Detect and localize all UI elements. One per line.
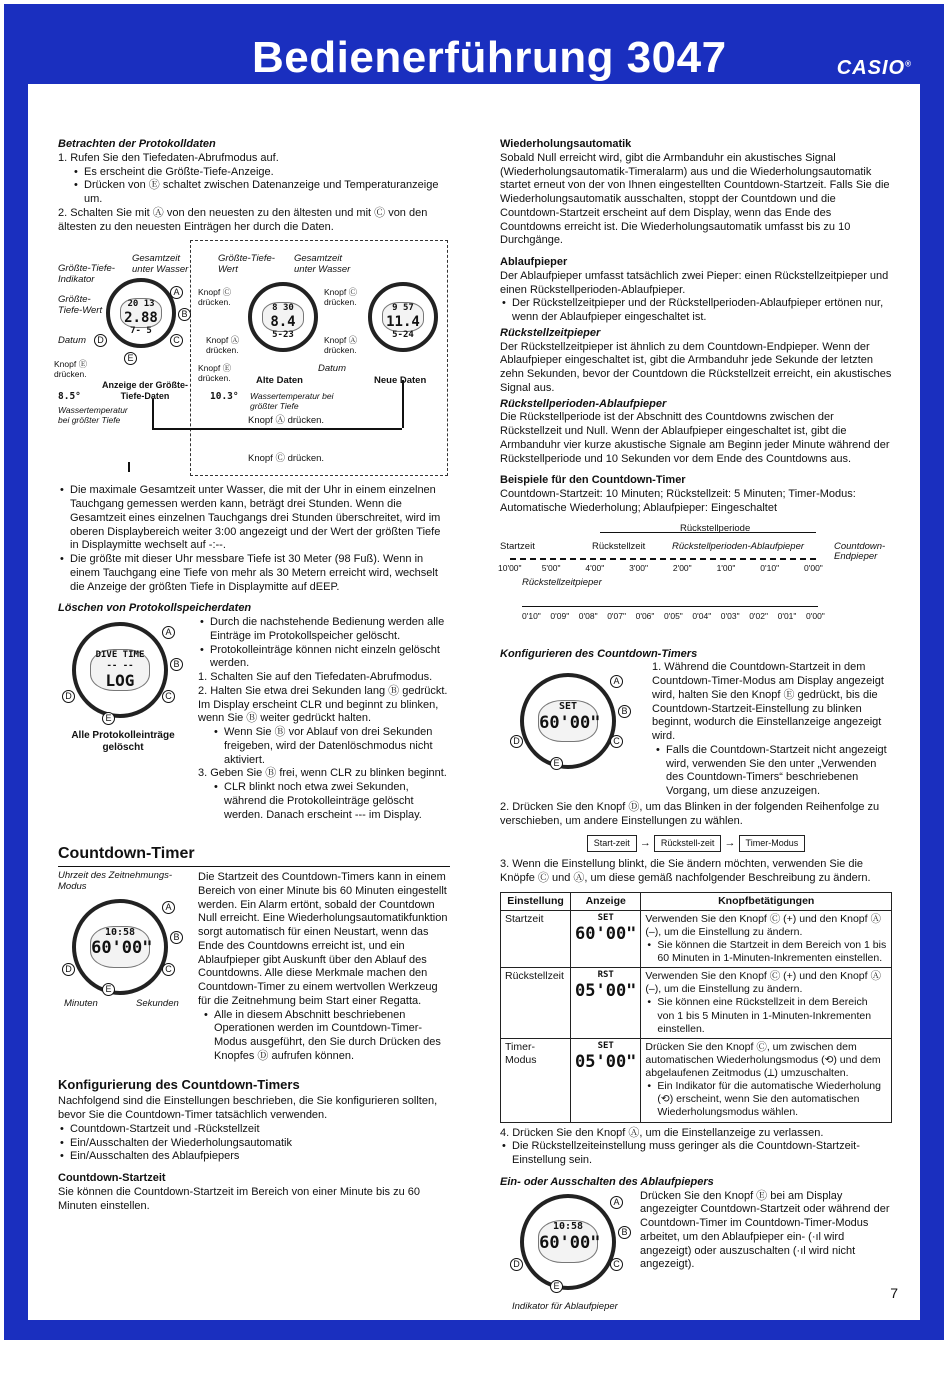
- timeline-axis: [510, 558, 816, 560]
- delete-item-6: 3. Geben Sie Ⓑ frei, wenn CLR zu blinken beginnt.: [198, 767, 447, 780]
- setting-cell: Rückstellzeit: [501, 968, 571, 1039]
- button-a-icon: A: [162, 901, 175, 914]
- label-date-2: Datum: [318, 363, 346, 375]
- tick-label: 0'05": [664, 610, 683, 621]
- button-b-icon: B: [170, 658, 183, 671]
- config-item-2: • Ein/Ausschalten der Wiederholungsautomatik: [58, 1137, 450, 1151]
- tick-label: 0'06": [635, 610, 655, 621]
- table-row: [501, 1038, 892, 1122]
- start-title: Countdown-Startzeit: [58, 1172, 166, 1184]
- countdown-figure: [58, 871, 194, 1031]
- label-max-depth-value-2: Größte-Tiefe-Wert: [218, 253, 275, 276]
- label-bottom-press-a: Knopf Ⓐ drücken.: [248, 415, 325, 427]
- log-step-1b: • Drücken von Ⓔ schaltet zwischen Datenanzeige und Temperaturanzeige um.: [72, 179, 450, 207]
- tick-label: 0'03": [720, 610, 740, 621]
- watch-old-data: 8 30 8.4 5-23: [248, 282, 318, 352]
- countdown-title: Countdown-Timer: [58, 844, 450, 867]
- label-press-e: Knopf Ⓔ drücken.: [54, 359, 88, 380]
- display-cell: RST 05'00": [571, 968, 641, 1039]
- header: [4, 4, 944, 84]
- button-c-icon: C: [162, 963, 175, 976]
- watch-beeper: 10:58 60'00": [520, 1194, 616, 1290]
- countdown-text: Die Startzeit des Countdown-Timers kann in einem Bereich von einer Minute bis 60 Minuten eingestellt werden. Ein Alarm ertönt, sobald der Countdown Null erreicht. Eine Wiederholungsautomatikfunktion sorgt automatisch für einen Neustart, wenn das Ende des Countdowns erreicht ist, und ein Ablaufpieper gibt Auskunft über den Ablauf des Countdowns. Alle diese Merkmale machen den Countdown-Timer zu einem wertvollen Werkzeug für die Zeitnehmung beim Start einer Regatta.: [198, 871, 448, 1007]
- start-text: Sie können die Countdown-Startzeit im Bereich von einer Minute bis zu 60 Minuten einstellen.: [58, 1185, 420, 1212]
- label-seconds: Sekunden: [136, 998, 179, 1009]
- label-max-depth-value: Größte-Tiefe-Wert: [58, 294, 103, 317]
- setting-cell: Timer-Modus: [501, 1038, 571, 1122]
- ops-cell: Verwenden Sie den Knopf Ⓒ (+) und den Knopf Ⓐ (–), um die Einstellung zu ändern. • Sie können eine Rückstellzeit in dem Bereich von 1 bis 5 Minuten in 1-Minuten-Inkrementen einstellen.: [641, 968, 892, 1039]
- countdown-description: [198, 871, 450, 1064]
- zoom-axis: [522, 606, 818, 607]
- label-minutes: Minuten: [64, 998, 98, 1009]
- onoff-description: [640, 1190, 892, 1273]
- tick-label: 0'00": [804, 562, 823, 573]
- delete-item-1: • Durch die nachstehende Bedienung werden alle Einträge im Protokollspeicher gelöscht.: [198, 616, 450, 644]
- delete-title: Löschen von Protokollspeicherdaten: [58, 602, 252, 615]
- label-press-a: Knopf Ⓐ drücken.: [206, 335, 240, 356]
- label-new-data: Neue Daten: [374, 375, 427, 387]
- cfg-step-3: 3. Wenn die Einstellung blinkt, die Sie ändern möchten, verwenden Sie die Knöpfe Ⓒ und Ⓐ, um diese gemäß nachfolgender Beschreibung zu ändern.: [500, 858, 871, 884]
- config-item-1: • Countdown-Startzeit und -Rückstellzeit: [58, 1123, 450, 1137]
- button-a-icon: A: [170, 286, 183, 299]
- cfg-figure: [510, 665, 636, 795]
- button-e-icon: E: [550, 757, 563, 770]
- cfg-step-1a: • Falls die Countdown-Startzeit nicht angezeigt wird, verwenden Sie den unter „Verwenden des Countdown-Timers“ beschriebenen Vorgang, um diese anzuzeigen.: [654, 744, 892, 799]
- period-text: Die Rückstellperiode ist der Abschnitt des Countdowns zwischen der Rückstellzeit und Null. Wenn der Ablaufpieper eingeschaltet ist, gibt die Armbanduhr vier kurze akustische Signale am Beginn jeder Minute während der Rückstellperiode und 10 Sekunden vor dem Ende des Countdowns aus.: [500, 411, 890, 465]
- log-step-2: 2. Schalten Sie mit Ⓐ von den neuesten zu den ältesten und mit Ⓒ von den ältesten zu den neuesten Einträgen her durch die Daten.: [58, 206, 428, 233]
- label-bottom-press-c: Knopf Ⓒ drücken.: [248, 453, 325, 465]
- display-cell: SET 60'00": [571, 910, 641, 968]
- config-item-3: • Ein/Ausschalten des Ablaufpiepers: [58, 1150, 450, 1164]
- tick-label: 10'00": [498, 562, 522, 573]
- label-reset-period: Rückstellperiode: [680, 522, 751, 534]
- page-number: 7: [890, 1284, 898, 1301]
- watch-countdown: 10:58 60'00": [72, 899, 168, 995]
- reset-text: Der Rückstellzeitpieper ist ähnlich zu dem Countdown-Endpieper. Wenn der Ablaufpieper eingeschaltet ist, gibt die Armbanduhr jede Sekunde der letzten zehn Sekunden, bevor der Countdown die Rückstellzeit erreicht, ein akustisches Signal aus.: [500, 340, 892, 394]
- tick-label: 3'00": [629, 562, 648, 573]
- button-e-icon: E: [102, 712, 115, 725]
- cfg-section: [500, 661, 892, 801]
- onoff-text: Drücken Sie den Knopf Ⓔ bei am Display angezeigter Countdown-Startzeit oder während der Countdown-Timer im Countdown-Timer-Modus arbeitet, um den Ablaufpieper ein- (·ıl wird angezeigt) oder auszuschalten (·ıl wird nicht angezeigt).: [640, 1189, 890, 1271]
- cfg-step-4: 4. Drücken Sie den Knopf Ⓐ, um die Einstellanzeige zu verlassen.: [500, 1126, 824, 1139]
- button-d-icon: D: [510, 1258, 523, 1271]
- tick-label: 0'01": [777, 610, 797, 621]
- button-d-icon: D: [62, 963, 75, 976]
- button-e-icon: E: [550, 1280, 563, 1293]
- tick-label: 0'02": [749, 610, 769, 621]
- button-b-icon: B: [178, 308, 191, 321]
- label-max-depth-indicator: Größte-Tiefe-Indikator: [58, 263, 115, 286]
- onoff-caption: Indikator für Ablaufpieper: [512, 1300, 618, 1312]
- beeper-title: Ablaufpieper: [500, 256, 568, 268]
- arrow-line: [152, 428, 402, 430]
- tick-label: 0'04": [692, 610, 712, 621]
- watch-set: SET 60'00": [520, 673, 616, 769]
- button-c-icon: C: [162, 690, 175, 703]
- label-max-depth-data: Anzeige der Größte-Tiefe-Daten: [101, 380, 188, 401]
- table-row: [501, 968, 892, 1039]
- label-date: Datum: [58, 335, 86, 347]
- tick-label: 0'09": [550, 610, 570, 621]
- label-mode-time: Uhrzeit des Zeitnehmungs-Modus: [58, 870, 173, 892]
- repeat-title: Wiederholungsautomatik: [500, 138, 632, 150]
- timeline-diagram: [500, 524, 892, 644]
- temp-reading-2: 10.3°: [210, 391, 239, 403]
- right-column: [500, 138, 892, 1330]
- button-b-icon: B: [618, 1226, 631, 1239]
- example-title: Beispiele für den Countdown-Timer: [500, 474, 686, 487]
- log-figure: [54, 240, 450, 480]
- delete-item-5: • Wenn Sie Ⓑ vor Ablauf von drei Sekunden freigeben, wird der Datenlöschmodus nicht aktiviert.: [212, 726, 450, 767]
- delete-figure: [58, 616, 194, 796]
- cfg-title: Konfigurieren des Countdown-Timers: [500, 647, 698, 660]
- label-press-e-2: Knopf Ⓔ drücken.: [198, 363, 232, 384]
- label-total-underwater: Gesamtzeit unter Wasser: [132, 253, 189, 276]
- tick-label: 0'00": [806, 610, 825, 621]
- repeat-text: Sobald Null erreicht wird, gibt die Armbanduhr ein akustisches Signal (Wiederholungsautomatik-Timeralarm) aus und die Wiederholungsautomatik startet erneut von der von Ihnen eingestellten Countdown-Startzeit. Falls Sie die Wiederholungsautomatik ausschalten, stoppt der Countdown und die Countdown-Startzeit erscheint auf dem Display, wenn das Ende des Countdowns erreicht ist. Die Wiederholungsautomatik umfasst bis zu 10 Durchgänge.: [500, 151, 890, 247]
- countdown-section: [58, 867, 450, 1071]
- label-press-c: Knopf Ⓒ drücken.: [198, 287, 232, 308]
- button-a-icon: A: [610, 675, 623, 688]
- reset-title: Rückstellzeitpieper: [500, 326, 601, 339]
- delete-section: [58, 616, 450, 848]
- label-reset-time: Rückstellzeit: [592, 540, 646, 552]
- watch-max-depth: 20 13 2.88 7- 5: [106, 278, 176, 348]
- ops-cell: Drücken Sie den Knopf Ⓒ, um zwischen dem automatischen Wiederholungsmodus (⟲) und dem abgelaufenen Zeitmodus (⟂) umzuschalten. • Ein Indikator für die automatische Wiederholung (⟲) erscheint, wenn Sie den automatischen Wiederholungsmodus wählen.: [641, 1038, 892, 1122]
- config-text: Nachfolgend sind die Einstellungen beschrieben, die Sie konfigurieren sollten, bevor Sie die Countdown-Timer tatsächlich verwenden.: [58, 1095, 438, 1121]
- button-c-icon: C: [610, 1258, 623, 1271]
- cfg-step-4-note: • Die Rückstellzeiteinstellung muss geringer als die Countdown-Startzeit-Einstellung sein.: [500, 1140, 892, 1168]
- log-step-1a: • Es erscheint die Größte-Tiefe-Anzeige.: [72, 166, 450, 180]
- delete-item-7: • CLR blinkt noch etwa zwei Sekunden, während die Protokolleinträge gelöscht werden. Danach erscheint --- im Display.: [212, 781, 450, 822]
- delete-item-2: • Protokolleinträge können nicht einzeln gelöscht werden.: [198, 644, 450, 672]
- flow-start: Start-zeit: [587, 835, 637, 852]
- page-frame: [4, 4, 944, 1340]
- cfg-step-1: 1. Während die Countdown-Startzeit in dem Countdown-Timer-Modus am Display angezeigt wird, halten Sie den Knopf Ⓔ gedrückt, bis die Countdown-Startzeit-Einstellung zu blinken beginnt, wodurch die Einstellanzeige angezeigt wird.: [652, 661, 884, 742]
- page-title: Bedienerführung 3047: [252, 33, 727, 82]
- tick-label: 5'00": [541, 562, 561, 573]
- delete-instructions: [198, 616, 450, 822]
- countdown-note: • Alle in diesem Abschnitt beschriebenen Operationen werden im Countdown-Timer-Modus ausgeführt, den Sie durch Drücken des Knopfes Ⓓ aufrufen können.: [202, 1009, 450, 1064]
- button-d-icon: D: [62, 690, 75, 703]
- display-cell: SET 05'00": [571, 1038, 641, 1122]
- label-end-beeper: Countdown-Endpieper: [834, 540, 886, 563]
- button-b-icon: B: [170, 931, 183, 944]
- note-1: • Die maximale Gesamtzeit unter Wasser, die mit der Uhr in einem einzelnen Tauchgang gemessen werden kann, beträgt drei Stunden. Wenn die Gesamtzeit eines einzelnen Tauchgangs drei Stunden überschreitet, wird im oberen Displaybereich weiter 3:00 angezeigt und der Wert der größten Tiefe in Displaymitte wechselt auf -:--.: [58, 484, 450, 553]
- button-e-icon: E: [102, 983, 115, 996]
- cfg-flow: Start-zeit → Rückstell-zeit → Timer-Modus: [500, 835, 892, 852]
- table-header: Anzeige: [571, 892, 641, 910]
- ops-cell: Verwenden Sie den Knopf Ⓒ (+) und den Knopf Ⓐ (–), um die Einstellung zu ändern. • Sie können die Startzeit in dem Bereich von 1 bis 60 Minuten in 1-Minuten-Inkrementen einstellen.: [641, 910, 892, 968]
- label-press-c-2: Knopf Ⓒ drücken.: [324, 287, 358, 308]
- tick-label: 0'10": [760, 562, 780, 573]
- button-b-icon: B: [618, 705, 631, 718]
- label-water-temp-2: Wassertemperatur bei größter Tiefe: [250, 391, 334, 412]
- period-bracket: [600, 532, 816, 533]
- beeper-text: Der Ablaufpieper umfasst tatsächlich zwei Pieper: einen Rückstellzeitpieper und einen Rückstellperioden-Ablaufpieper.: [500, 269, 889, 296]
- table-row: [501, 910, 892, 968]
- delete-caption: Alle Protokolleinträge gelöscht: [71, 730, 175, 753]
- label-press-a-2: Knopf Ⓐ drücken.: [324, 335, 358, 356]
- table-header: Einstellung: [501, 892, 571, 910]
- delete-item-4: 2. Halten Sie etwa drei Sekunden lang Ⓑ gedrückt. Im Display erscheint CLR und beginnt zu blinken, wenn Sie Ⓑ weiter gedrückt halten.: [198, 684, 448, 725]
- label-start-time: Startzeit: [500, 540, 535, 552]
- button-a-icon: A: [162, 626, 175, 639]
- cfg-step-2: 2. Drücken Sie den Knopf Ⓓ, um das Blinken in der folgenden Reihenfolge zu verschieben, um andere Einstellungen zu wählen.: [500, 801, 880, 827]
- log-title: Betrachten der Protokolldaten: [58, 138, 216, 150]
- tick-label: 2'00": [672, 562, 692, 573]
- onoff-section: [500, 1190, 892, 1330]
- button-d-icon: D: [94, 334, 107, 347]
- tick-label: 0'07": [607, 610, 627, 621]
- button-c-icon: C: [610, 735, 623, 748]
- label-water-temp: Wassertemperatur bei größter Tiefe: [58, 405, 128, 426]
- tick-label: 1'00": [716, 562, 736, 573]
- label-period-beeper: Rückstellperioden-Ablaufpieper: [672, 540, 805, 552]
- example-text: Countdown-Startzeit: 10 Minuten; Rückstellzeit: 5 Minuten; Timer-Modus: Automatische Wiederholung; Ablaufpieper: Eingeschaltet: [500, 488, 856, 514]
- tick-label: 0'10": [522, 610, 541, 621]
- cfg-instructions: [640, 661, 892, 799]
- button-c-icon: C: [170, 334, 183, 347]
- note-2: • Die größte mit dieser Uhr messbare Tiefe ist 30 Meter (98 Fuß). Wenn in einem Tauchgang eine Tiefe von mehr als 30 Metern erreicht wird, wechselt die Anzeige der größten Tiefe in Displaymitte auf dEEP.: [58, 553, 450, 594]
- tick-label: 0'08": [578, 610, 598, 621]
- beeper-note: • Der Rückstellzeitpieper und der Rückstellperioden-Ablaufpieper ertönen nur, wenn der Ablaufpieper eingeschaltet ist.: [500, 297, 892, 325]
- onoff-figure: [504, 1194, 634, 1324]
- setting-cell: Startzeit: [501, 910, 571, 968]
- temp-reading-1: 8.5°: [58, 391, 81, 403]
- config-title: Konfigurierung des Countdown-Timers: [58, 1077, 300, 1092]
- button-d-icon: D: [510, 735, 523, 748]
- arrow-line: [128, 462, 130, 472]
- flow-reset: Rückstell-zeit: [654, 835, 722, 852]
- arrow-line: [402, 380, 404, 428]
- settings-table: [500, 892, 892, 1123]
- delete-item-3: 1. Schalten Sie auf den Tiefedaten-Abrufmodus.: [198, 671, 433, 683]
- page-content: [28, 84, 920, 1320]
- watch-new-data: 9 57 11.4 5-24: [368, 282, 438, 352]
- table-header: Knopfbetätigungen: [641, 892, 892, 910]
- onoff-title: Ein- oder Ausschalten des Ablaufpiepers: [500, 1175, 714, 1188]
- label-old-data: Alte Daten: [256, 375, 303, 387]
- watch-log-cleared: DIVE TIME -- -- LOG: [72, 622, 168, 718]
- tick-label: 4'00": [585, 562, 605, 573]
- period-title: Rückstellperioden-Ablaufpieper: [500, 397, 667, 410]
- log-step-1: 1. Rufen Sie den Tiefedaten-Abrufmodus auf.: [58, 151, 279, 164]
- label-reset-beeper: Rückstellzeitpieper: [522, 576, 602, 588]
- flow-mode: Timer-Modus: [739, 835, 806, 852]
- casio-logo: CASIO®: [836, 57, 912, 79]
- left-column: [54, 138, 450, 1213]
- button-e-icon: E: [124, 352, 137, 365]
- button-a-icon: A: [610, 1196, 623, 1209]
- label-total-underwater-2: Gesamtzeit unter Wasser: [294, 253, 351, 276]
- arrow-line: [152, 398, 154, 428]
